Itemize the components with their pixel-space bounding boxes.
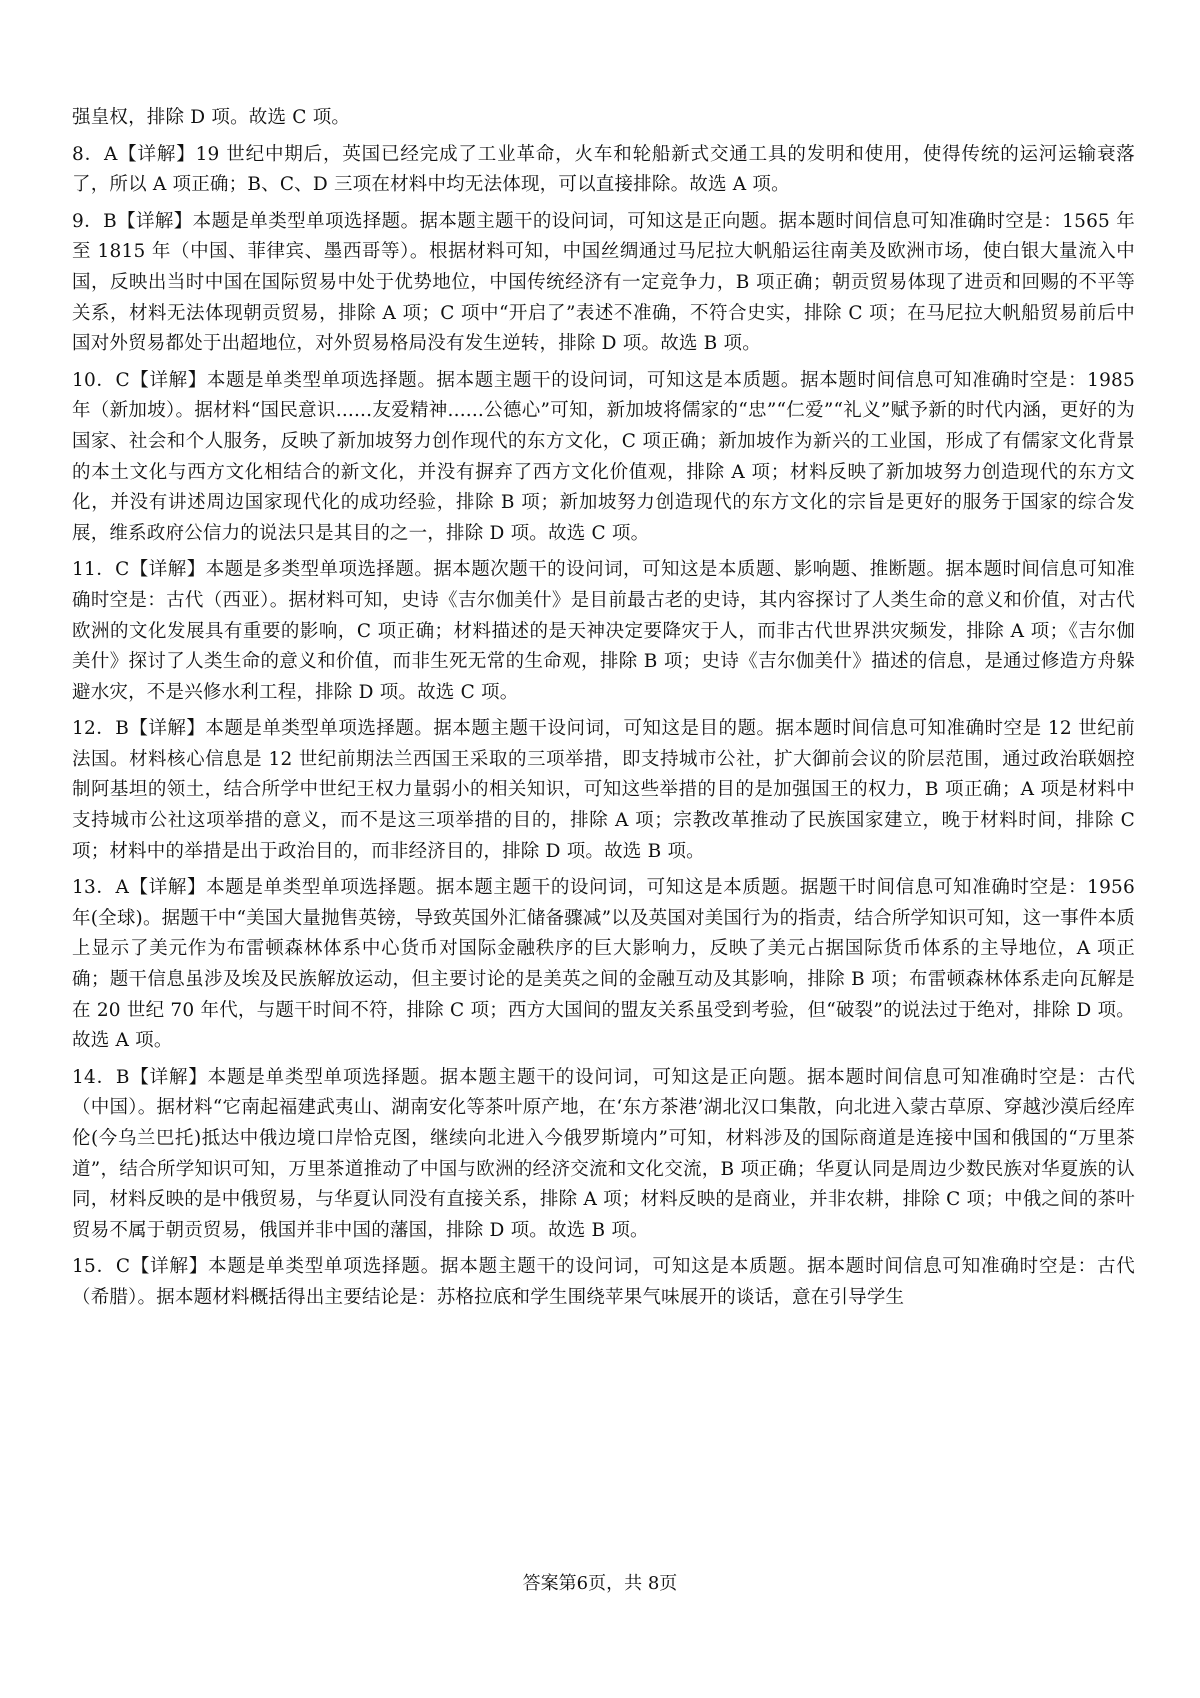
answer-10: 10．C【详解】本题是单类型单项选择题。据本题主题干的设问词，可知这是本质题。据本题时间信息可知准确时空是：1985 年（新加坡）。据材料“国民意识......友爱精神......公德心”可知，新加坡将儒家的“忠”“仁爱”“礼义”赋予新的时代内涵，更好的为国家、社会和个人服务，反映了新加坡努力创作现代的东方文化，C 项正确；新加坡作为新兴的工业国，形成了有儒家文化背景的本土文化与西方文化相结合的新文化，并没有摒弃了西方文化价值观，排除 A 项；材料反映了新加坡努力创造现代的东方文化，并没有讲述周边国家现代化的成功经验，排除 B 项；新加坡努力创造现代的东方文化的宗旨是更好的服务于国家的综合发展，维系政府公信力的说法只是其目的之一，排除 D 项。故选 C 项。 <box>72 369 1135 544</box>
page-footer: 答案第6页，共 8页 <box>522 1573 678 1594</box>
answer-8: 8．A【详解】19 世纪中期后，英国已经完成了工业革命，火车和轮船新式交通工具的发明和使用，使得传统的运河运输衰落了，所以 A 项正确；B、C、D 三项在材料中均无法体现，可以直接排除。故选 A 项。 <box>72 143 1135 196</box>
answer-11: 11．C【详解】本题是多类型单项选择题。据本题次题干的设问词，可知这是本质题、影响题、推断题。据本题时间信息可知准确时空是：古代（西亚）。据材料可知，史诗《吉尔伽美什》是目前最古老的史诗，其内容探讨了人类生命的意义和价值，对古代欧洲的文化发展具有重要的影响，C 项正确；材料描述的是天神决定要降灾于人，而非古代世界洪灾频发，排除 A 项；《吉尔伽美什》探讨了人类生命的意义和价值，而非生死无常的生命观，排除 B 项；史诗《吉尔伽美什》描述的信息，是通过修造方舟躲避水灾，不是兴修水利工程，排除 D 项。故选 C 项。 <box>72 559 1135 703</box>
answer-text-body <box>72 103 1135 1320</box>
answer-12: 12．B【详解】本题是单类型单项选择题。据本题主题干设问词，可知这是目的题。据本题时间信息可知准确时空是 12 世纪前法国。材料核心信息是 12 世纪前期法兰西国王采取的三项举措，即支持城市公社，扩大御前会议的阶层范围，通过政治联姻控制阿基坦的领土，结合所学中世纪王权力量弱小的相关知识，可知这些举措的目的是加强国王的权力，B 项正确；A 项是材料中支持城市公社这项举措的意义，而不是这三项举措的目的，排除 A 项；宗教改革推动了民族国家建立，晚于材料时间，排除 C 项；材料中的举措是出于政治目的，而非经济目的，排除 D 项。故选 B 项。 <box>72 718 1135 862</box>
answer-9: 9．B【详解】本题是单类型单项选择题。据本题主题干的设问词，可知这是正向题。据本题时间信息可知准确时空是：1565 年至 1815 年（中国、菲律宾、墨西哥等）。根据材料可知，中国丝绸通过马尼拉大帆船运往南美及欧洲市场，使白银大量流入中国，反映出当时中国在国际贸易中处于优势地位，中国传统经济有一定竞争力，B 项正确；朝贡贸易体现了进贡和回赐的不平等关系，材料无法体现朝贡贸易，排除 A 项；C 项中“开启了”表述不准确，不符合史实，排除 C 项；在马尼拉大帆船贸易前后中国对外贸易都处于出超地位，对外贸易格局没有发生逆转，排除 D 项。故选 B 项。 <box>72 210 1135 355</box>
answer-14: 14．B【详解】本题是单类型单项选择题。据本题主题干的设问词，可知这是正向题。据本题时间信息可知准确时空是：古代（中国）。据材料“它南起福建武夷山、湖南安化等茶叶原产地，在‘东方茶港’湖北汉口集散，向北进入蒙古草原、穿越沙漠后经库伦(今乌兰巴托)抵达中俄边境口岸恰克图，继续向北进入今俄罗斯境内”可知，材料涉及的国际商道是连接中国和俄国的“万里茶道”，结合所学知识可知，万里茶道推动了中国与欧洲的经济交流和文化交流，B 项正确；华夏认同是周边少数民族对华夏族的认同，材料反映的是中俄贸易，与华夏认同没有直接关系，排除 A 项；材料反映的是商业，并非农耕，排除 C 项；中俄之间的茶叶贸易不属于朝贡贸易，俄国并非中国的藩国，排除 D 项。故选 B 项。 <box>72 1066 1135 1241</box>
answer-13: 13．A【详解】本题是单类型单项选择题。据本题主题干的设问词，可知这是本质题。据题干时间信息可知准确时空是：1956 年(全球)。据题干中“美国大量抛售英镑，导致英国外汇储备骤减”以及英国对美国行为的指责，结合所学知识可知，这一事件本质上显示了美元作为布雷顿森林体系中心货币对国际金融秩序的巨大影响力，反映了美元占据国际货币体系的主导地位，A 项正确；题干信息虽涉及埃及民族解放运动，但主要讨论的是美英之间的金融互动及其影响，排除 B 项；布雷顿森林体系走向瓦解是在 20 世纪 70 年代，与题干时间不符，排除 C 项；西方大国间的盟友关系虽受到考验，但“破裂”的说法过于绝对，排除 D 项。故选 A 项。 <box>72 877 1135 1052</box>
answer-15: 15．C【详解】本题是单类型单项选择题。据本题主题干的设问词，可知这是本质题。据本题时间信息可知准确时空是：古代（希腊）。据本题材料概括得出主要结论是：苏格拉底和学生围绕苹果气味展开的谈话，意在引导学生 <box>72 1256 1135 1308</box>
paragraph-continuation: 强皇权，排除 D 项。故选 C 项。 <box>72 107 351 128</box>
